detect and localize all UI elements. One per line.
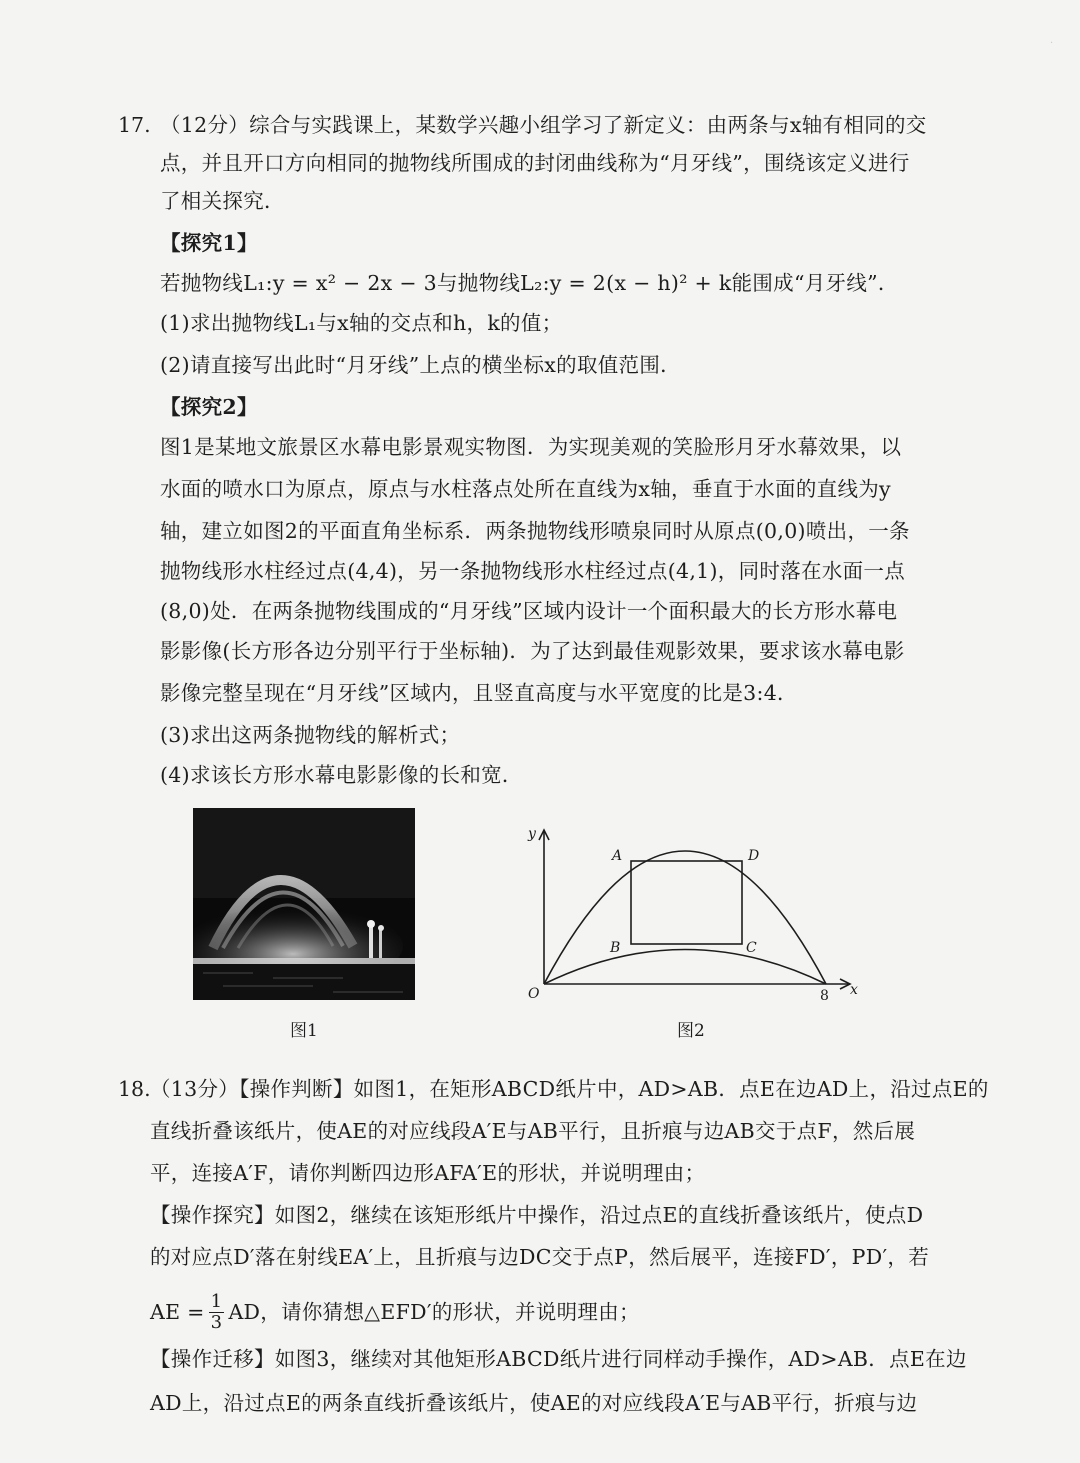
sub-question-3: (3)求出这两条抛物线的解析式； [160,723,461,747]
figure-2-diagram [520,820,870,1010]
rectangle-ABCD [631,861,742,944]
q18-line-2: 直线折叠该纸片，使AE的对应线段A′E与AB平行，且折痕与边AB交于点F，然后展 [150,1119,916,1143]
q17-line-3: 了相关探究． [160,189,285,213]
sub-question-4: (4)求该长方形水幕电影影像的长和宽． [160,763,523,787]
y-axis-label: y [528,826,536,842]
explore-2-line-5: (8,0)处．在两条抛物线围成的“月牙线”区域内设计一个面积最大的长方形水幕电 [160,599,898,623]
q18-line-5: 的对应点D′落在射线EA′上，且折痕与边DC交于点P，然后展平，连接FD′，PD′，若 [150,1245,930,1269]
corner-mark-icon: · [1050,38,1054,49]
q18-line-3: 平，连接A′F，请你判断四边形AFA′E的形状，并说明理由； [150,1161,706,1185]
formula-suffix: AD，请你猜想△EFD′的形状，并说明理由； [228,1300,640,1324]
q18-line-1: （13分）【操作判断】如图1，在矩形ABCD纸片中，AD>AB．点E在边AD上，沿过点E的 [150,1077,989,1101]
figure-2-caption: 图2 [677,1021,705,1041]
point-A-label: A [612,848,623,864]
q17-line-2: 点，并且开口方向相同的抛物线所围成的封闭曲线称为“月牙线”，围绕该定义进行 [160,151,910,175]
explore-1-statement: 若抛物线L₁:y = x² − 2x − 3与抛物线L₂:y = 2(x − h)² + k能围成“月牙线”． [160,271,899,295]
q18-line-8: AD上，沿过点E的两条直线折叠该纸片，使AE的对应线段A′E与AB平行，折痕与边 [150,1391,918,1415]
point-D-label: D [748,848,760,864]
section-heading-explore-2: 【探究2】 [160,395,258,419]
origin-label: O [528,986,540,1002]
sub-question-2: (2)请直接写出此时“月牙线”上点的横坐标x的取值范围． [160,353,681,377]
explore-2-line-1: 图1是某地文旅景区水幕电影景观实物图．为实现美观的笑脸形月牙水幕效果，以 [160,435,902,459]
formula-prefix: AE = [150,1300,205,1324]
lower-parabola [544,950,826,985]
x-axis-label: x [850,982,858,998]
question-number: 17. [118,113,151,137]
question-number: 18. [118,1077,151,1101]
fountain-photo-drawing [193,808,415,1000]
fountain-photo [193,808,415,1000]
explore-2-line-3: 轴，建立如图2的平面直角坐标系．两条抛物线形喷泉同时从原点(0,0)喷出，一条 [160,519,910,543]
q18-line-6 [150,1290,640,1334]
fraction-one-third [209,1292,225,1333]
point-B-label: B [610,940,621,956]
x-eight-label: 8 [820,988,829,1004]
explore-2-line-2: 水面的喷水口为原点，原点与水柱落点处所在直线为x轴，垂直于水面的直线为y [160,477,891,501]
explore-2-line-4: 抛物线形水柱经过点(4,4)，另一条抛物线形水柱经过点(4,1)，同时落在水面一点 [160,559,905,583]
fraction-denominator: 3 [210,1311,223,1333]
fraction-numerator: 1 [210,1290,223,1312]
figure-1-caption: 图1 [290,1021,318,1041]
explore-2-line-7: 影像完整呈现在“月牙线”区域内，且竖直高度与水平宽度的比是3:4． [160,681,798,705]
q18-line-4: 【操作探究】如图2，继续在该矩形纸片中操作，沿过点E的直线折叠该纸片，使点D [150,1203,924,1227]
q18-line-7: 【操作迁移】如图3，继续对其他矩形ABCD纸片进行同样动手操作，AD>AB．点E在边 [150,1347,967,1371]
q17-line-1: （12分）综合与实践课上，某数学兴趣小组学习了新定义：由两条与x轴有相同的交 [160,113,927,137]
section-heading-explore-1: 【探究1】 [160,231,258,255]
sub-question-1: (1)求出抛物线L₁与x轴的交点和h，k的值； [160,311,563,335]
explore-2-line-6: 影影像(长方形各边分别平行于坐标轴)．为了达到最佳观影效果，要求该水幕电影 [160,639,905,663]
upper-parabola [544,851,826,984]
point-C-label: C [746,940,757,956]
